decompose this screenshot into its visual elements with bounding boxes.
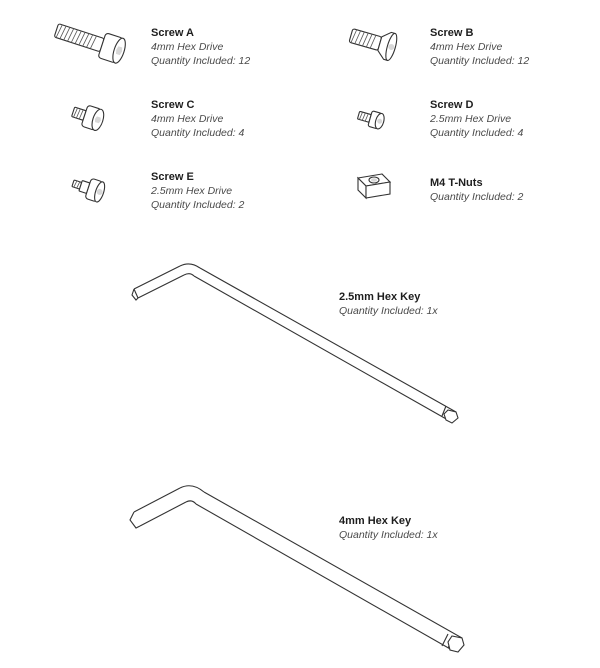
t-nuts-name: M4 T-Nuts: [430, 177, 483, 189]
part-screw-a: [48, 18, 130, 73]
long-socket-cap-screw-icon: [48, 18, 130, 68]
part-hex-key-small: [128, 258, 468, 433]
screw-d-drive: 2.5mm Hex Drive: [430, 113, 512, 125]
screw-c-drive: 4mm Hex Drive: [151, 113, 224, 125]
part-hex-key-large: [126, 482, 472, 663]
screw-d-quantity: Quantity Included: 4: [430, 127, 524, 139]
part-screw-b: [344, 22, 404, 67]
screw-c-quantity: Quantity Included: 4: [151, 127, 245, 139]
hex-key-large-quantity: Quantity Included: 1x: [339, 529, 438, 541]
hex-key-icon: [128, 258, 468, 428]
part-screw-d: [354, 106, 390, 137]
screw-b-drive: 4mm Hex Drive: [430, 41, 503, 53]
screw-a-name: Screw A: [151, 27, 195, 39]
screw-e-name: Screw E: [151, 171, 194, 183]
part-t-nuts: [352, 168, 396, 211]
part-screw-c: [68, 100, 110, 141]
short-socket-cap-screw-icon: [68, 100, 110, 136]
part-screw-e: [68, 172, 110, 211]
screw-e-drive: 2.5mm Hex Drive: [151, 185, 233, 197]
shoulder-screw-icon: [68, 172, 110, 206]
screw-a-quantity: Quantity Included: 12: [151, 55, 251, 67]
flat-head-screw-icon: [344, 22, 404, 62]
screw-b-name: Screw B: [430, 27, 474, 39]
t-nut-icon: [352, 168, 396, 206]
screw-a-drive: 4mm Hex Drive: [151, 41, 224, 53]
hex-key-icon: [126, 482, 472, 658]
hex-key-small-quantity: Quantity Included: 1x: [339, 305, 438, 317]
screw-b-quantity: Quantity Included: 12: [430, 55, 530, 67]
hex-key-small-name: 2.5mm Hex Key: [339, 291, 421, 303]
small-socket-cap-screw-icon: [354, 106, 390, 132]
screw-c-name: Screw C: [151, 99, 195, 111]
t-nuts-quantity: Quantity Included: 2: [430, 191, 524, 203]
screw-e-quantity: Quantity Included: 2: [151, 199, 245, 211]
hex-key-large-name: 4mm Hex Key: [339, 515, 412, 527]
screw-d-name: Screw D: [430, 99, 474, 111]
